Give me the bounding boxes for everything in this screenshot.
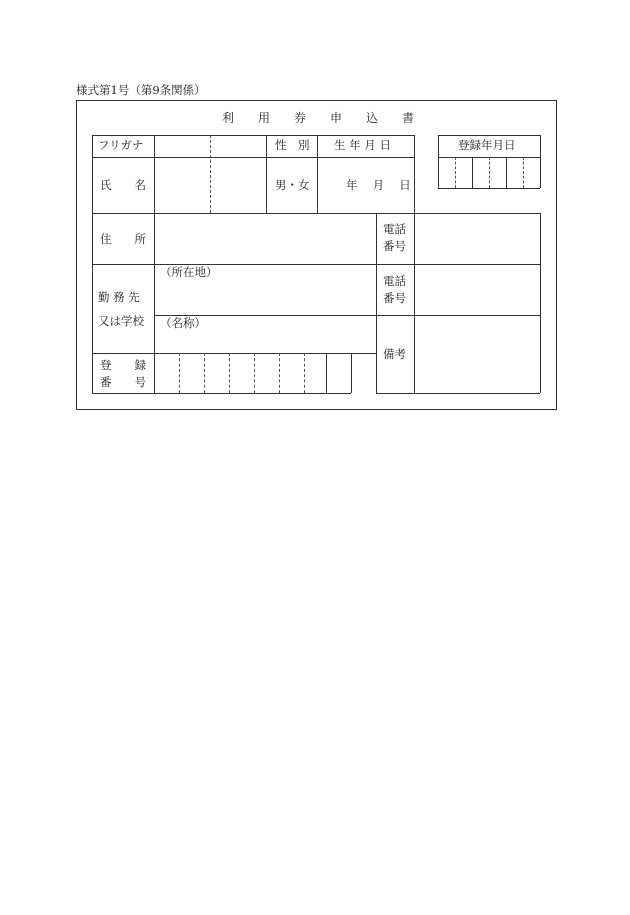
remarks-field[interactable] xyxy=(415,316,539,392)
reg-number-label-line2: 番 号 xyxy=(100,375,146,389)
remarks-label: 備考 xyxy=(383,347,406,361)
sex-label: 性 別 xyxy=(275,138,310,152)
work-phone-label-line1: 電話 xyxy=(383,274,406,288)
workplace-location-field[interactable] xyxy=(155,265,375,314)
registration-number-field[interactable] xyxy=(155,354,350,392)
work-phone-label-line2: 番号 xyxy=(383,291,406,305)
furigana-field[interactable] xyxy=(155,136,265,157)
name-field[interactable] xyxy=(155,158,265,212)
address-label: 住 所 xyxy=(100,232,146,246)
org-name-field[interactable] xyxy=(155,316,375,352)
sex-options[interactable]: 男・女 xyxy=(275,178,310,192)
furigana-label: フリガナ xyxy=(98,138,144,152)
birth-date-label: 生 年 月 日 xyxy=(334,138,391,152)
workplace-label-line1: 勤 務 先 xyxy=(98,290,140,304)
reg-number-label-line1: 登 録 xyxy=(100,358,146,372)
location-label: （所在地） xyxy=(160,265,218,279)
org-name-label: （名称） xyxy=(160,316,206,330)
registration-date-label: 登録年月日 xyxy=(458,138,516,152)
workplace-label-line2: 又は学校 xyxy=(98,314,144,328)
form-number: 様式第1号（第9条関係） xyxy=(76,83,206,97)
form-title: 利 用 券 申 込 書 xyxy=(222,111,415,125)
phone-label-line2: 番号 xyxy=(383,239,406,253)
name-label: 氏 名 xyxy=(100,178,146,192)
address-field[interactable] xyxy=(155,214,375,263)
birth-date-field[interactable]: 年 月 日 xyxy=(346,178,411,192)
work-phone-field[interactable] xyxy=(415,265,539,314)
home-phone-field[interactable] xyxy=(415,214,539,263)
phone-label-line1: 電話 xyxy=(383,222,406,236)
registration-date-field[interactable] xyxy=(439,158,539,187)
